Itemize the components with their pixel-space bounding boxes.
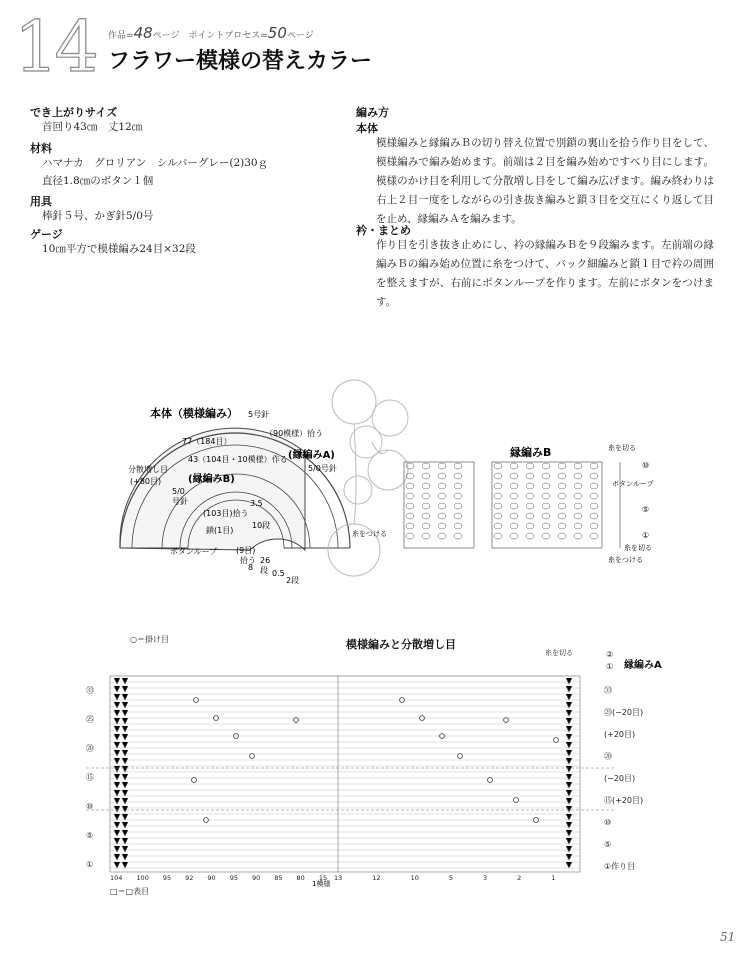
- stitch-mark: [122, 710, 128, 716]
- yarn-over-mark: [514, 798, 519, 803]
- chain-stitch-mark: [574, 533, 582, 539]
- chain-stitch-mark: [422, 473, 430, 479]
- edging-b-row1: ①: [642, 531, 650, 540]
- bottom-label: 1: [551, 874, 556, 882]
- stitch-mark: [566, 806, 572, 812]
- chain-stitch-mark: [510, 493, 518, 499]
- chain-stitch-mark: [558, 473, 566, 479]
- bottom-label: 100: [136, 874, 149, 882]
- bottom-label: 80: [296, 874, 305, 882]
- stitch-mark: [566, 798, 572, 804]
- chain-stitch-mark: [526, 513, 534, 519]
- chain-stitch-mark: [406, 483, 414, 489]
- chain-stitch-mark: [590, 533, 598, 539]
- chain-stitch-mark: [454, 513, 462, 519]
- chain-stitch-mark: [542, 513, 550, 519]
- page-title: フラワー模様の替えカラー: [108, 49, 373, 74]
- yarn-over-mark: [554, 738, 559, 743]
- main-row1: ①: [606, 662, 614, 671]
- yarn-over-mark: [250, 754, 255, 759]
- schematic-increase-count: (+80目): [130, 477, 162, 486]
- stitch-mark: [566, 790, 572, 796]
- main-chart-title: 模様編みと分散増し目: [346, 638, 456, 651]
- bottom-label: 104: [110, 874, 123, 882]
- edging-b-attach-left: 糸をつける: [352, 530, 387, 538]
- chain-stitch-mark: [406, 473, 414, 479]
- stitch-mark: [122, 822, 128, 828]
- chain-stitch-mark: [494, 523, 502, 529]
- stitch-mark: [122, 766, 128, 772]
- bottom-label: 13: [334, 874, 343, 882]
- chain-stitch-mark: [542, 503, 550, 509]
- chain-stitch-mark: [558, 523, 566, 529]
- chain-stitch-mark: [526, 503, 534, 509]
- bottom-label: 95: [229, 874, 238, 882]
- stitch-mark: [114, 694, 120, 700]
- chain-stitch-mark: [510, 523, 518, 529]
- gauge-text: 10㎝平方で模様編み24目×32段: [42, 243, 196, 255]
- stitch-mark: [566, 742, 572, 748]
- bottom-labels-right: [334, 874, 585, 882]
- schematic-needle: 5号針: [248, 410, 270, 419]
- chain-stitch-mark: [422, 493, 430, 499]
- stitch-mark: [114, 734, 120, 740]
- schematic-edging-b-hook: 5/0: [172, 487, 185, 496]
- row-label-right: (−20目): [604, 774, 636, 783]
- schematic-mid-label: 43（104目・10模様）作る: [188, 455, 288, 464]
- bottom-label: 15: [318, 874, 328, 882]
- stitch-mark: [114, 766, 120, 772]
- chain-stitch-mark: [454, 463, 462, 469]
- chain-stitch-mark: [454, 483, 462, 489]
- chain-stitch-mark: [558, 533, 566, 539]
- chain-stitch-mark: [526, 523, 534, 529]
- stitch-mark: [566, 726, 572, 732]
- stitch-mark: [566, 750, 572, 756]
- material-line2: 直径1.8㎝のボタン１個: [42, 175, 154, 187]
- material-line1: ハマナカ グロリアン シルバーグレー(2)30ｇ: [42, 157, 269, 169]
- edging-b-cut-yarn: 糸を切る: [608, 444, 636, 452]
- chain-stitch-mark: [542, 483, 550, 489]
- chain-stitch-mark: [542, 493, 550, 499]
- stitch-mark: [114, 742, 120, 748]
- schematic-edging-b: (縁編みB): [188, 474, 235, 485]
- chain-stitch-mark: [558, 463, 566, 469]
- chain-stitch-mark: [510, 513, 518, 519]
- chain-stitch-mark: [526, 533, 534, 539]
- schematic-dim-26: 26: [260, 556, 271, 565]
- bottom-label: 85: [274, 874, 283, 882]
- edging-b-cut-yarn2: 糸を切る: [624, 544, 652, 552]
- stitch-mark: [122, 726, 128, 732]
- stitch-mark: [122, 782, 128, 788]
- stitch-mark: [566, 854, 572, 860]
- stitch-mark: [566, 846, 572, 852]
- schematic-loop-label: ボタンループ: [170, 547, 218, 556]
- method-heading: 編み方: [356, 106, 389, 119]
- project-number: 14: [14, 6, 96, 88]
- schematic-title: 本体（模様編み）: [150, 407, 238, 420]
- row-label-right: (+20目): [604, 730, 636, 739]
- stitch-mark: [114, 822, 120, 828]
- chain-stitch-mark: [406, 533, 414, 539]
- schematic-edging-b-hook2: 号針: [172, 497, 188, 506]
- stitch-mark: [114, 854, 120, 860]
- chain-stitch-mark: [526, 493, 534, 499]
- chain-stitch-mark: [542, 523, 550, 529]
- stitch-mark: [114, 774, 120, 780]
- schematic-outer-label: 77（184目）: [182, 437, 232, 446]
- yarn-over-mark: [192, 778, 197, 783]
- chain-stitch-mark: [558, 483, 566, 489]
- stitch-mark: [114, 710, 120, 716]
- edging-b-title: 縁編みB: [510, 446, 552, 459]
- stitch-mark: [566, 830, 572, 836]
- stitch-mark: [122, 854, 128, 860]
- yarn-over-mark: [504, 718, 509, 723]
- finish-text: 作り目を引き抜き止めにし、衿の縁編みＢを９段編みます。左前端の縁編みＢの編み始め位置に糸をつけて、バック細編みと鎖１目で衿の周囲を整えますが、右前にボタンループを作ります。左前にボタンをつけます。: [376, 239, 714, 308]
- bottom-label: 92: [185, 874, 194, 882]
- stitch-mark: [122, 814, 128, 820]
- chain-stitch-mark: [494, 493, 502, 499]
- stitch-mark: [122, 702, 128, 708]
- chain-stitch-mark: [438, 473, 446, 479]
- body-text: 模様編みと縁編みＢの切り替え位置で別鎖の裏山を拾う作り目をして、模様編みで編み始めます。前端は２目を編み始めですべり目にします。模様のかけ目を利用して分散増し目をして編み広げます。編み終わりは右上２目一度をしながらの引き抜き編みと鎖３目を交互にくり返して目を止め、縁編みＡを編みます。: [376, 137, 714, 225]
- chain-stitch-mark: [422, 503, 430, 509]
- stitch-mark: [122, 750, 128, 756]
- stitch-mark: [122, 694, 128, 700]
- stitch-mark: [566, 678, 572, 684]
- stitch-mark: [122, 742, 128, 748]
- schematic-dim-8: 8: [248, 563, 254, 572]
- stitch-mark: [114, 686, 120, 692]
- chain-stitch-mark: [574, 483, 582, 489]
- stitch-mark: [122, 718, 128, 724]
- row-label-right: ⑮(+20目): [604, 796, 644, 805]
- row-labels-right: [604, 680, 643, 878]
- chain-stitch-mark: [454, 533, 462, 539]
- chain-stitch-mark: [494, 503, 502, 509]
- chain-stitch-mark: [590, 523, 598, 529]
- chain-stitch-mark: [574, 503, 582, 509]
- chain-stitch-mark: [558, 513, 566, 519]
- chain-stitch-mark: [590, 503, 598, 509]
- schematic-edging-a-hook: 5/0号針: [308, 464, 337, 473]
- finish-heading: 衿・まとめ: [356, 224, 411, 237]
- stitch-mark: [122, 734, 128, 740]
- bottom-label: 10: [410, 874, 419, 882]
- chain-stitch-mark: [438, 523, 446, 529]
- stitch-mark: [114, 702, 120, 708]
- edging-b-button-loop: ボタンループ: [612, 480, 654, 488]
- bottom-label: 3: [482, 874, 488, 882]
- stitch-mark: [114, 718, 120, 724]
- repeat-label: 1模様: [312, 880, 331, 888]
- stitch-mark: [122, 758, 128, 764]
- body-heading: 本体: [356, 122, 378, 135]
- chain-stitch-mark: [454, 493, 462, 499]
- stitch-mark: [566, 822, 572, 828]
- chain-stitch-mark: [526, 463, 534, 469]
- edging-b-row5: ⑤: [642, 505, 650, 514]
- gauge-heading: ゲージ: [30, 228, 63, 241]
- chain-stitch-mark: [406, 523, 414, 529]
- chain-stitch-mark: [422, 513, 430, 519]
- row-label-right: ⑤: [604, 840, 612, 849]
- chain-stitch-mark: [494, 463, 502, 469]
- chain-stitch-mark: [590, 463, 598, 469]
- chain-stitch-mark: [438, 463, 446, 469]
- schematic-dim-10dan: 10段: [252, 521, 271, 530]
- bottom-label: 95: [162, 874, 172, 882]
- chain-stitch-mark: [406, 493, 414, 499]
- stitch-mark: [122, 806, 128, 812]
- stitch-mark: [114, 750, 120, 756]
- stitch-mark: [122, 798, 128, 804]
- chain-stitch-mark: [542, 473, 550, 479]
- stitch-mark: [566, 774, 572, 780]
- bottom-labels-left: [110, 874, 341, 882]
- stitch-mark: [566, 814, 572, 820]
- main-edging-a: 縁編みA: [624, 660, 662, 671]
- row-label-left: ㉝: [86, 686, 94, 695]
- stitch-mark: [122, 830, 128, 836]
- row-label-left: ⑤: [86, 831, 94, 840]
- chain-stitch-mark: [558, 503, 566, 509]
- chain-stitch-mark: [542, 463, 550, 469]
- schematic-nine-pick: 拾う: [240, 556, 256, 565]
- chain-stitch-mark: [590, 493, 598, 499]
- stitch-mark: [114, 806, 120, 812]
- stitch-mark: [566, 758, 572, 764]
- row-label-left: ⑳: [86, 744, 94, 753]
- legend-circle: ○＝掛け目: [130, 635, 169, 644]
- chain-stitch-mark: [510, 483, 518, 489]
- bottom-label: 5: [448, 874, 453, 882]
- stitch-mark: [114, 790, 120, 796]
- stitch-mark: [566, 702, 572, 708]
- schematic-increase: 分散増し目: [128, 465, 168, 474]
- edging-b-attach-yarn: 糸をつける: [608, 556, 643, 564]
- stitch-mark: [114, 846, 120, 852]
- schematic-dim-05: 0.5: [272, 569, 285, 578]
- stitch-mark: [566, 782, 572, 788]
- chain-stitch-mark: [590, 483, 598, 489]
- legend-box: □＝□表目: [110, 887, 150, 896]
- chain-stitch-mark: [422, 523, 430, 529]
- stitch-mark: [122, 774, 128, 780]
- chain-stitch-mark: [542, 533, 550, 539]
- stitch-mark: [114, 758, 120, 764]
- stitch-mark: [566, 686, 572, 692]
- schematic-dim-35: 3.5: [250, 499, 263, 508]
- chain-stitch-mark: [574, 523, 582, 529]
- bottom-label: 90: [207, 874, 216, 882]
- schematic-chain-label: 鎖(1目): [206, 526, 234, 535]
- material-heading: 材料: [30, 142, 52, 155]
- schematic-dim-2dan: 2段: [286, 576, 300, 585]
- chain-stitch-mark: [590, 513, 598, 519]
- stitch-chart-grid: [86, 660, 616, 890]
- chain-stitch-mark: [422, 533, 430, 539]
- stitch-mark: [122, 846, 128, 852]
- schematic-dim-dan: 段: [260, 566, 268, 575]
- chain-stitch-mark: [526, 473, 534, 479]
- chain-stitch-mark: [438, 513, 446, 519]
- chain-stitch-mark: [454, 523, 462, 529]
- yarn-over-mark: [488, 778, 493, 783]
- bottom-label: 90: [251, 874, 261, 882]
- row-label-right: ㉝: [604, 686, 612, 695]
- yarn-over-mark: [458, 754, 463, 759]
- edging-b-row10: ⑩: [642, 461, 650, 470]
- size-heading: でき上がりサイズ: [30, 106, 118, 119]
- chain-stitch-mark: [438, 483, 446, 489]
- chain-stitch-mark: [454, 503, 462, 509]
- row-label-right: ⑩: [604, 818, 612, 827]
- chain-stitch-mark: [558, 493, 566, 499]
- chain-stitch-mark: [510, 463, 518, 469]
- bottom-label: 12: [372, 874, 381, 882]
- size-text: 首回り43㎝ 丈12㎝: [42, 121, 143, 133]
- stitch-mark: [114, 838, 120, 844]
- stitch-mark: [566, 694, 572, 700]
- schematic-inner-label: (103目)拾う: [203, 509, 249, 518]
- main-cut-yarn: 糸を切る: [545, 649, 573, 657]
- stitch-mark: [122, 838, 128, 844]
- stitch-mark: [114, 798, 120, 804]
- chain-stitch-mark: [438, 493, 446, 499]
- chain-stitch-mark: [574, 473, 582, 479]
- chain-stitch-mark: [574, 513, 582, 519]
- chain-stitch-mark: [510, 533, 518, 539]
- main-row2: ②: [606, 650, 614, 659]
- tools-text: 棒針５号、かぎ針5/0号: [42, 210, 154, 222]
- stitch-mark: [566, 734, 572, 740]
- chain-stitch-mark: [438, 533, 446, 539]
- stitch-mark: [114, 862, 120, 868]
- row-label-left: ⑩: [86, 802, 94, 811]
- chain-stitch-mark: [438, 503, 446, 509]
- row-label-right: ㉓(−20目): [604, 708, 644, 717]
- stitch-mark: [122, 686, 128, 692]
- row-labels-left: [86, 676, 94, 879]
- row-label-left: ㉕: [86, 715, 94, 724]
- page-reference: 作品=48ページ ポイントプロセス=50ページ: [108, 24, 314, 42]
- stitch-mark: [114, 814, 120, 820]
- schematic-nine-label: (9目): [236, 546, 256, 555]
- chain-stitch-mark: [406, 513, 414, 519]
- stitch-mark: [114, 726, 120, 732]
- chain-stitch-mark: [454, 473, 462, 479]
- stitch-mark: [566, 766, 572, 772]
- bottom-label: 2: [517, 874, 522, 882]
- chain-stitch-mark: [406, 463, 414, 469]
- row-label-right: ⑳: [604, 752, 612, 761]
- stitch-mark: [566, 838, 572, 844]
- yarn-over-mark: [294, 718, 299, 723]
- chain-stitch-mark: [574, 463, 582, 469]
- stitch-mark: [122, 862, 128, 868]
- page-number: 51: [720, 930, 736, 944]
- row-label-left: ①: [86, 860, 94, 869]
- edging-b-chart: [350, 440, 700, 580]
- chain-stitch-mark: [510, 473, 518, 479]
- chain-stitch-mark: [510, 503, 518, 509]
- chain-stitch-mark: [494, 533, 502, 539]
- stitch-mark: [114, 782, 120, 788]
- stitch-mark: [114, 830, 120, 836]
- stitch-mark: [122, 678, 128, 684]
- stitch-mark: [114, 678, 120, 684]
- stitch-mark: [566, 710, 572, 716]
- chain-stitch-mark: [494, 483, 502, 489]
- chain-stitch-mark: [574, 493, 582, 499]
- row-label-right: ①作り目: [604, 862, 636, 871]
- stitch-mark: [122, 790, 128, 796]
- chain-stitch-mark: [494, 473, 502, 479]
- schematic-edging-a: (縁編みA): [288, 450, 335, 461]
- chain-stitch-mark: [526, 483, 534, 489]
- stitch-mark: [566, 862, 572, 868]
- schematic-pickup-label: （90模様）拾う: [265, 429, 324, 438]
- chain-stitch-mark: [406, 503, 414, 509]
- chain-stitch-mark: [590, 473, 598, 479]
- stitch-mark: [566, 718, 572, 724]
- row-label-left: ⑮: [86, 773, 94, 782]
- chain-stitch-mark: [422, 463, 430, 469]
- chain-stitch-mark: [494, 513, 502, 519]
- chain-stitch-mark: [422, 483, 430, 489]
- tools-heading: 用具: [30, 195, 52, 208]
